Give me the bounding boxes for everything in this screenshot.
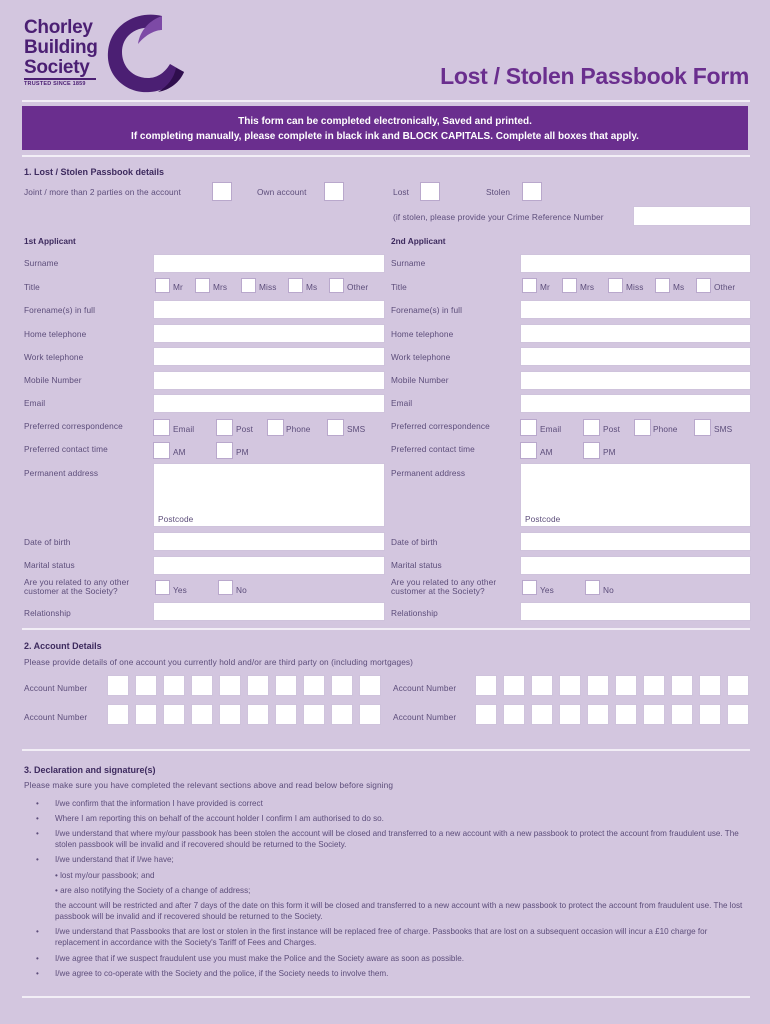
applicant2-marital-field[interactable] (520, 556, 751, 575)
account-number-digit-box[interactable] (587, 704, 609, 725)
section1-heading: 1. Lost / Stolen Passbook details (24, 167, 165, 177)
account-number-digit-box[interactable] (303, 704, 325, 725)
title-label: Title (391, 282, 407, 292)
divider (22, 100, 750, 102)
applicant2-forenames-field[interactable] (520, 300, 751, 319)
own-account-label: Own account (257, 187, 307, 197)
account-number-digit-box[interactable] (615, 704, 637, 725)
postcode-label: Postcode (525, 514, 561, 524)
bullet-icon: • (36, 969, 39, 978)
related-yes-label: Yes (173, 585, 187, 595)
second-applicant-heading: 2nd Applicant (391, 236, 446, 246)
declaration-item: I/we agree to co-operate with the Society and the police, if the Society needs to involve them. (55, 969, 389, 978)
applicant2-title-mrs-checkbox[interactable] (562, 278, 577, 293)
logo-c-mark-icon (100, 12, 190, 94)
postcode-label: Postcode (158, 514, 194, 524)
applicant2-dob-field[interactable] (520, 532, 751, 551)
logo-text-line1: Chorley (24, 17, 93, 38)
stolen-checkbox[interactable] (522, 182, 542, 201)
logo-divider (24, 78, 96, 80)
applicant1-corr-post-checkbox[interactable] (216, 419, 233, 436)
corr-sms-label: SMS (347, 424, 366, 434)
applicant1-surname-field[interactable] (153, 254, 385, 273)
related-no-label: No (603, 585, 614, 595)
applicant1-corr-sms-checkbox[interactable] (327, 419, 344, 436)
preferred-correspondence-label: Preferred correspondence (391, 421, 490, 431)
applicant1-home-telephone-field[interactable] (153, 324, 385, 343)
account-number-label: Account Number (393, 683, 457, 693)
applicant2-time-pm-checkbox[interactable] (583, 442, 600, 459)
applicant1-marital-field[interactable] (153, 556, 385, 575)
time-pm-label: PM (236, 447, 249, 457)
info-banner (22, 106, 748, 150)
account-number-digit-box[interactable] (191, 704, 213, 725)
declaration-item: I/we understand that where my/our passbook has been stolen the account will be closed and transferred to a new account with a new passbook to protect the account from fraudulent use. The stolen passbook will be invalid and if recovered should be returned to the Society. (55, 829, 739, 849)
banner-line2: If completing manually, please complete in black ink and BLOCK CAPITALS. Complete all boxes that apply. (131, 131, 639, 142)
preferred-correspondence-label: Preferred correspondence (24, 421, 123, 431)
applicant1-email-field[interactable] (153, 394, 385, 413)
first-applicant-heading: 1st Applicant (24, 236, 76, 246)
logo-text-line3: Society (24, 57, 90, 78)
work-telephone-label: Work telephone (24, 352, 84, 362)
account-number-digit-box[interactable] (275, 675, 297, 696)
corr-email-label: Email (540, 424, 562, 434)
account-number-digit-box[interactable] (699, 675, 721, 696)
account-number-digit-box[interactable] (727, 704, 749, 725)
divider (22, 628, 750, 630)
mobile-number-label: Mobile Number (24, 375, 82, 385)
divider (22, 749, 750, 751)
applicant2-corr-post-checkbox[interactable] (583, 419, 600, 436)
account-number-label: Account Number (24, 712, 88, 722)
title-miss-label: Miss (259, 282, 277, 292)
declaration-item: I/we confirm that the information I have provided is correct (55, 799, 263, 808)
lost-label: Lost (393, 187, 410, 197)
account-number-digit-box[interactable] (671, 675, 693, 696)
applicant1-title-mrs-checkbox[interactable] (195, 278, 210, 293)
account-number-digit-box[interactable] (107, 704, 129, 725)
applicant2-address-field[interactable] (520, 463, 751, 527)
corr-phone-label: Phone (653, 424, 678, 434)
account-number-digit-box[interactable] (531, 704, 553, 725)
joint-account-checkbox[interactable] (212, 182, 232, 201)
related-customer-label: Are you related to any other customer at the Society? (391, 577, 497, 596)
title-mr-label: Mr (173, 282, 183, 292)
applicant2-title-miss-checkbox[interactable] (608, 278, 623, 293)
account-number-digit-box[interactable] (107, 675, 129, 696)
bullet-icon: • (36, 855, 39, 864)
account-number-digit-box[interactable] (331, 675, 353, 696)
applicant2-corr-email-checkbox[interactable] (520, 419, 537, 436)
title-mrs-label: Mrs (580, 282, 595, 292)
account-number-digit-box[interactable] (559, 675, 581, 696)
email-label: Email (391, 398, 413, 408)
crime-reference-label: (if stolen, please provide your Crime Reference Number (393, 212, 604, 222)
title-label: Title (24, 282, 40, 292)
bullet-icon: • (36, 829, 39, 838)
applicant2-surname-field[interactable] (520, 254, 751, 273)
account-number-label: Account Number (393, 712, 457, 722)
applicant1-title-miss-checkbox[interactable] (241, 278, 256, 293)
declaration-subitem: • are also notifying the Society of a change of address; (55, 886, 251, 895)
time-am-label: AM (173, 447, 186, 457)
applicant2-title-other-checkbox[interactable] (696, 278, 711, 293)
time-pm-label: PM (603, 447, 616, 457)
forenames-label: Forename(s) in full (391, 305, 463, 315)
related-no-label: No (236, 585, 247, 595)
logo-text-line2: Building (24, 37, 98, 58)
applicant2-corr-sms-checkbox[interactable] (694, 419, 711, 436)
mobile-number-label: Mobile Number (391, 375, 449, 385)
title-mrs-label: Mrs (213, 282, 228, 292)
account-number-digit-box[interactable] (191, 675, 213, 696)
account-number-digit-box[interactable] (359, 704, 381, 725)
account-number-digit-box[interactable] (671, 704, 693, 725)
divider (22, 155, 750, 157)
lost-checkbox[interactable] (420, 182, 440, 201)
form-title: Lost / Stolen Passbook Form (440, 63, 749, 89)
declaration-item: I/we agree that if we suspect fraudulent use you must make the Police and the Society aware as soon as possible. (55, 954, 464, 963)
account-number-digit-box[interactable] (219, 704, 241, 725)
bullet-icon: • (36, 954, 39, 963)
applicant2-home-telephone-field[interactable] (520, 324, 751, 343)
surname-label: Surname (24, 258, 59, 268)
applicant2-title-mr-checkbox[interactable] (522, 278, 537, 293)
title-miss-label: Miss (626, 282, 644, 292)
account-number-digit-box[interactable] (503, 704, 525, 725)
applicant2-mobile-field[interactable] (520, 371, 751, 390)
declaration-subitem: • lost my/our passbook; and (55, 871, 155, 880)
account-number-label: Account Number (24, 683, 88, 693)
applicant1-title-other-checkbox[interactable] (329, 278, 344, 293)
account-number-digit-box[interactable] (303, 675, 325, 696)
corr-phone-label: Phone (286, 424, 311, 434)
related-yes-label: Yes (540, 585, 554, 595)
corr-post-label: Post (603, 424, 621, 434)
account-number-digit-box[interactable] (135, 704, 157, 725)
permanent-address-label: Permanent address (24, 468, 99, 478)
home-telephone-label: Home telephone (24, 329, 87, 339)
related-customer-label: Are you related to any other customer at the Society? (24, 577, 130, 596)
title-ms-label: Ms (306, 282, 318, 292)
account-number-digit-box[interactable] (247, 675, 269, 696)
applicant2-email-field[interactable] (520, 394, 751, 413)
applicant1-address-field[interactable] (153, 463, 385, 527)
declaration-item: Where I am reporting this on behalf of the account holder I confirm I am authorised to do so. (55, 814, 384, 823)
account-number-digit-box[interactable] (643, 675, 665, 696)
applicant2-time-am-checkbox[interactable] (520, 442, 537, 459)
home-telephone-label: Home telephone (391, 329, 454, 339)
applicant1-dob-field[interactable] (153, 532, 385, 551)
crime-reference-field[interactable] (633, 206, 751, 226)
surname-label: Surname (391, 258, 426, 268)
account-number-digit-box[interactable] (219, 675, 241, 696)
bullet-icon: • (36, 927, 39, 936)
section2-instruction: Please provide details of one account you currently hold and/or are third party on (including mortgages) (24, 657, 414, 667)
declaration-item-continued: the account will be restricted and after 7 days of the date on this form it will be closed and transferred to a new account with a new passbook to protect the account from fraudulent use. The lost passbook will be invalid and if recovered should be returned to the Society. (55, 901, 743, 921)
account-number-digit-box[interactable] (643, 704, 665, 725)
account-number-digit-box[interactable] (727, 675, 749, 696)
account-number-digit-box[interactable] (359, 675, 381, 696)
section2-heading: 2. Account Details (24, 641, 102, 651)
time-am-label: AM (540, 447, 553, 457)
applicant2-corr-phone-checkbox[interactable] (634, 419, 651, 436)
corr-email-label: Email (173, 424, 195, 434)
applicant1-related-yes-checkbox[interactable] (155, 580, 170, 595)
applicant2-title-ms-checkbox[interactable] (655, 278, 670, 293)
account-number-digit-box[interactable] (503, 675, 525, 696)
account-number-digit-box[interactable] (275, 704, 297, 725)
applicant1-work-telephone-field[interactable] (153, 347, 385, 366)
applicant1-time-am-checkbox[interactable] (153, 442, 170, 459)
logo-tagline: TRUSTED SINCE 1859 (24, 81, 86, 87)
account-number-digit-box[interactable] (531, 675, 553, 696)
account-number-digit-box[interactable] (587, 675, 609, 696)
section3-instruction: Please make sure you have completed the relevant sections above and read below before signing (24, 780, 394, 790)
marital-status-label: Marital status (391, 560, 442, 570)
relationship-label: Relationship (24, 608, 71, 618)
permanent-address-label: Permanent address (391, 468, 466, 478)
account-number-digit-box[interactable] (559, 704, 581, 725)
forenames-label: Forename(s) in full (24, 305, 96, 315)
bullet-icon: • (36, 799, 39, 808)
applicant1-title-mr-checkbox[interactable] (155, 278, 170, 293)
account-number-digit-box[interactable] (163, 704, 185, 725)
account-number-digit-box[interactable] (475, 675, 497, 696)
section3-heading: 3. Declaration and signature(s) (24, 765, 156, 775)
date-of-birth-label: Date of birth (24, 537, 71, 547)
corr-sms-label: SMS (714, 424, 733, 434)
email-label: Email (24, 398, 46, 408)
account-number-digit-box[interactable] (135, 675, 157, 696)
stolen-label: Stolen (486, 187, 511, 197)
preferred-contact-time-label: Preferred contact time (391, 444, 475, 454)
title-mr-label: Mr (540, 282, 550, 292)
corr-post-label: Post (236, 424, 254, 434)
bullet-icon: • (36, 814, 39, 823)
applicant1-title-ms-checkbox[interactable] (288, 278, 303, 293)
account-number-digit-box[interactable] (615, 675, 637, 696)
title-other-label: Other (347, 282, 369, 292)
applicant2-related-no-checkbox[interactable] (585, 580, 600, 595)
applicant1-related-no-checkbox[interactable] (218, 580, 233, 595)
applicant2-relationship-field[interactable] (520, 602, 751, 621)
applicant2-work-telephone-field[interactable] (520, 347, 751, 366)
applicant2-related-yes-checkbox[interactable] (522, 580, 537, 595)
applicant1-forenames-field[interactable] (153, 300, 385, 319)
relationship-label: Relationship (391, 608, 438, 618)
applicant1-mobile-field[interactable] (153, 371, 385, 390)
date-of-birth-label: Date of birth (391, 537, 438, 547)
own-account-checkbox[interactable] (324, 182, 344, 201)
account-number-digit-box[interactable] (247, 704, 269, 725)
applicant1-corr-email-checkbox[interactable] (153, 419, 170, 436)
title-ms-label: Ms (673, 282, 685, 292)
marital-status-label: Marital status (24, 560, 75, 570)
work-telephone-label: Work telephone (391, 352, 451, 362)
preferred-contact-time-label: Preferred contact time (24, 444, 108, 454)
account-number-digit-box[interactable] (699, 704, 721, 725)
applicant1-time-pm-checkbox[interactable] (216, 442, 233, 459)
joint-account-label: Joint / more than 2 parties on the account (24, 187, 181, 197)
divider (22, 996, 750, 998)
banner-line1: This form can be completed electronically, Saved and printed. (238, 116, 532, 127)
account-number-digit-box[interactable] (331, 704, 353, 725)
applicant1-corr-phone-checkbox[interactable] (267, 419, 284, 436)
declaration-item: I/we understand that Passbooks that are lost or stolen in the first instance will be replaced free of charge. Passbooks that are lost on a subsequent occasion will incur a £10 charge for replacement in accordance with the Society's Tariff of Fees and Charges. (55, 927, 708, 947)
applicant1-relationship-field[interactable] (153, 602, 385, 621)
account-number-digit-box[interactable] (163, 675, 185, 696)
account-number-digit-box[interactable] (475, 704, 497, 725)
title-other-label: Other (714, 282, 736, 292)
declaration-item: I/we understand that if I/we have; (55, 855, 174, 864)
